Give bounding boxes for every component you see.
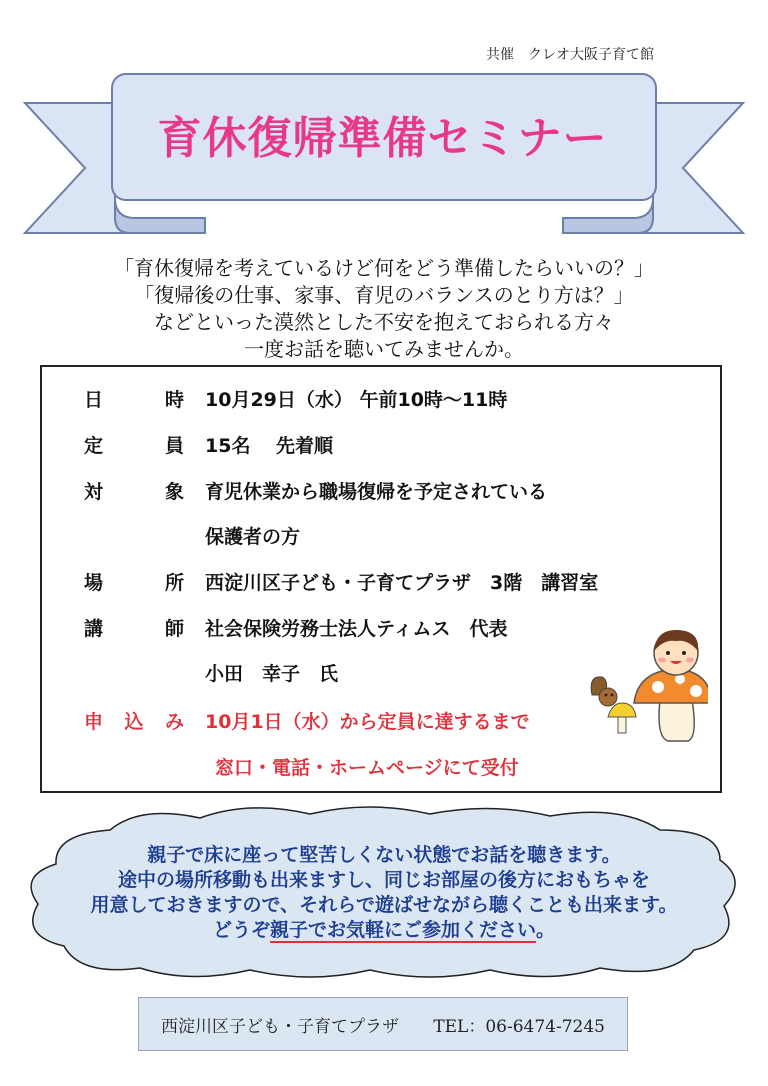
- intro-line: 一度お話を聴いてみませんか。: [244, 337, 524, 361]
- detail-value-cont: 窓口・電話・ホームページにて受付: [215, 757, 519, 779]
- detail-value: 育児休業から職場復帰を予定されている: [205, 481, 548, 503]
- intro-text: [40, 255, 728, 363]
- page-title: 育休復帰準備セミナー: [157, 113, 608, 164]
- detail-value: 10月1日（水）から定員に達するまで: [205, 711, 530, 733]
- intro-line: 「育休復帰を考えているけど何をどう準備したらいいの？」: [114, 256, 654, 280]
- intro-line: 「復帰後の仕事、家事、育児のバランスのとり方は？」: [134, 283, 634, 307]
- emphasized-text: 親子でお気軽にご参加ください: [269, 919, 536, 941]
- detail-label: 講 師: [84, 618, 184, 640]
- detail-value: 社会保険労務士法人ティムス 代表: [205, 618, 508, 640]
- detail-value-cont: 保護者の方: [205, 526, 301, 548]
- intro-line: などといった漠然とした不安を抱えておられる方々: [154, 310, 614, 334]
- detail-label: 定 員: [84, 435, 184, 457]
- detail-label: 申 込 み: [84, 711, 184, 733]
- child-mushroom-squirrel-illustration: [588, 625, 708, 745]
- notice-text: [40, 843, 728, 943]
- detail-label: 場 所: [84, 572, 184, 594]
- notice-line: 用意しておきますので、それらで遊ばせながら聴くことも出来ます。: [90, 894, 678, 916]
- notice-line: どうぞ親子でお気軽にご参加ください。: [212, 919, 556, 941]
- detail-value: 10月29日（水） 午前10時～11時: [205, 389, 508, 411]
- notice-line: 途中の場所移動も出来ますし、同じお部屋の後方におもちゃを: [117, 869, 650, 891]
- detail-value: 15名 先着順: [205, 435, 334, 457]
- cosponsor-text: 共催 クレオ大阪子育て館: [486, 47, 654, 63]
- contact-footer: [138, 997, 628, 1051]
- detail-value: 西淀川区子ども・子育てプラザ 3階 講習室: [205, 572, 599, 594]
- venue-name: 西淀川区子ども・子育てプラザ: [161, 1016, 399, 1037]
- detail-value-cont: 小田 幸子 氏: [205, 663, 339, 685]
- notice-line: 親子で床に座って堅苦しくない状態でお話を聴きます。: [147, 844, 621, 866]
- detail-label: 対 象: [84, 481, 184, 503]
- detail-label: 日 時: [84, 389, 184, 411]
- phone-number: TEL：06-6474-7245: [433, 1016, 605, 1037]
